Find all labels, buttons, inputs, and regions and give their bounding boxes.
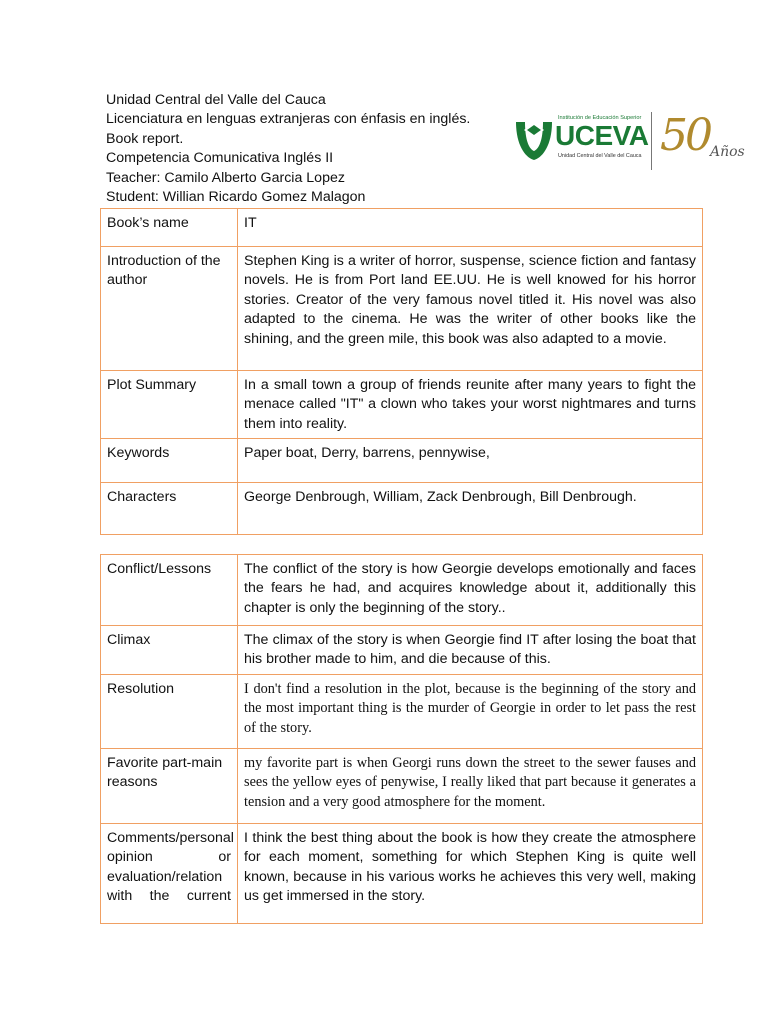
header-university: Unidad Central del Valle del Cauca [106, 92, 326, 108]
table-row [101, 674, 703, 748]
row-label: Resolution [101, 674, 238, 748]
row-label: Book’s name [101, 209, 238, 247]
row-value: The climax of the story is when Georgie find IT after losing the boat that his brother made to him, and die because of this. [238, 626, 703, 675]
table-row [101, 823, 703, 923]
book-info-table [100, 208, 703, 535]
row-value: my favorite part is when Georgi runs down the street to the sewer fauses and sees the yellow eyes of penywise, I really liked that part because it generates a tension and a very good atmosphere for the moment. [238, 748, 703, 823]
header-doc-type: Book report. [106, 130, 184, 147]
table-row [101, 439, 703, 483]
row-label: Keywords [101, 439, 238, 483]
row-value: In a small town a group of friends reunite after many years to fight the menace called "IT" a clown who takes your worst nightmares and turns them into reality. [238, 371, 703, 439]
header-student: Student: Willian Ricardo Gomez Malagon [106, 189, 366, 206]
anniversary-word: Años [710, 144, 745, 160]
row-label: Climax [101, 626, 238, 675]
table-row [101, 247, 703, 371]
logo-divider [651, 112, 652, 170]
table-row [101, 555, 703, 626]
row-value: Stephen King is a writer of horror, suspense, science fiction and fantasy novels. He is from Port land EE.UU. He is well knowed for his horror stories. Creator of the very famous novel titled it. His novel was also adapted to the cinema. He was the writer of other books like the shining, and the green mile, this book was also adapted to a movie. [238, 247, 703, 371]
row-label: Characters [101, 483, 238, 535]
row-value: I don't find a resolution in the plot, because is the beginning of the story and the most important thing is the murder of Georgie in order to let pass the rest of the story. [238, 674, 703, 748]
row-value: I think the best thing about the book is how they create the atmosphere for each moment, something for which Stephen King is quite well known, because in his various works he achieves this very well, making us get immersed in the story. [238, 823, 703, 923]
header-teacher: Teacher: Camilo Alberto Garcia Lopez [106, 169, 345, 186]
table-row [101, 209, 703, 247]
uceva-tagline-bottom: Unidad Central del Valle del Cauca [558, 153, 642, 159]
uceva-tagline-top: Institución de Educación Superior [558, 115, 642, 121]
story-analysis-table [100, 554, 703, 924]
row-label: Comments/personal opinion or evaluation/relation with the current [101, 823, 238, 923]
header-program: Licenciatura en lenguas extranjeras con énfasis en inglés. [106, 111, 471, 128]
table-row [101, 371, 703, 439]
table-row [101, 483, 703, 535]
row-label: Introduction of the author [101, 247, 238, 371]
uceva-emblem-icon [512, 116, 556, 162]
document-header [106, 91, 506, 207]
anniversary-number: 50 [660, 110, 710, 161]
uceva-wordmark: UCEVA [555, 120, 649, 151]
header-course: Competencia Comunicativa Inglés II [106, 150, 334, 167]
table-row [101, 748, 703, 823]
row-value: IT [238, 209, 703, 247]
uceva-logo [510, 108, 755, 176]
row-label: Favorite part-main reasons [101, 748, 238, 823]
row-label: Conflict/Lessons [101, 555, 238, 626]
row-value: George Denbrough, William, Zack Denbrough, Bill Denbrough. [238, 483, 703, 535]
row-value: Paper boat, Derry, barrens, pennywise, [238, 439, 703, 483]
row-value: The conflict of the story is how Georgie develops emotionally and faces the fears he had, and acquires knowledge about it, additionally this chapter is only the beginning of the story.. [238, 555, 703, 626]
table-row [101, 626, 703, 675]
row-label: Plot Summary [101, 371, 238, 439]
